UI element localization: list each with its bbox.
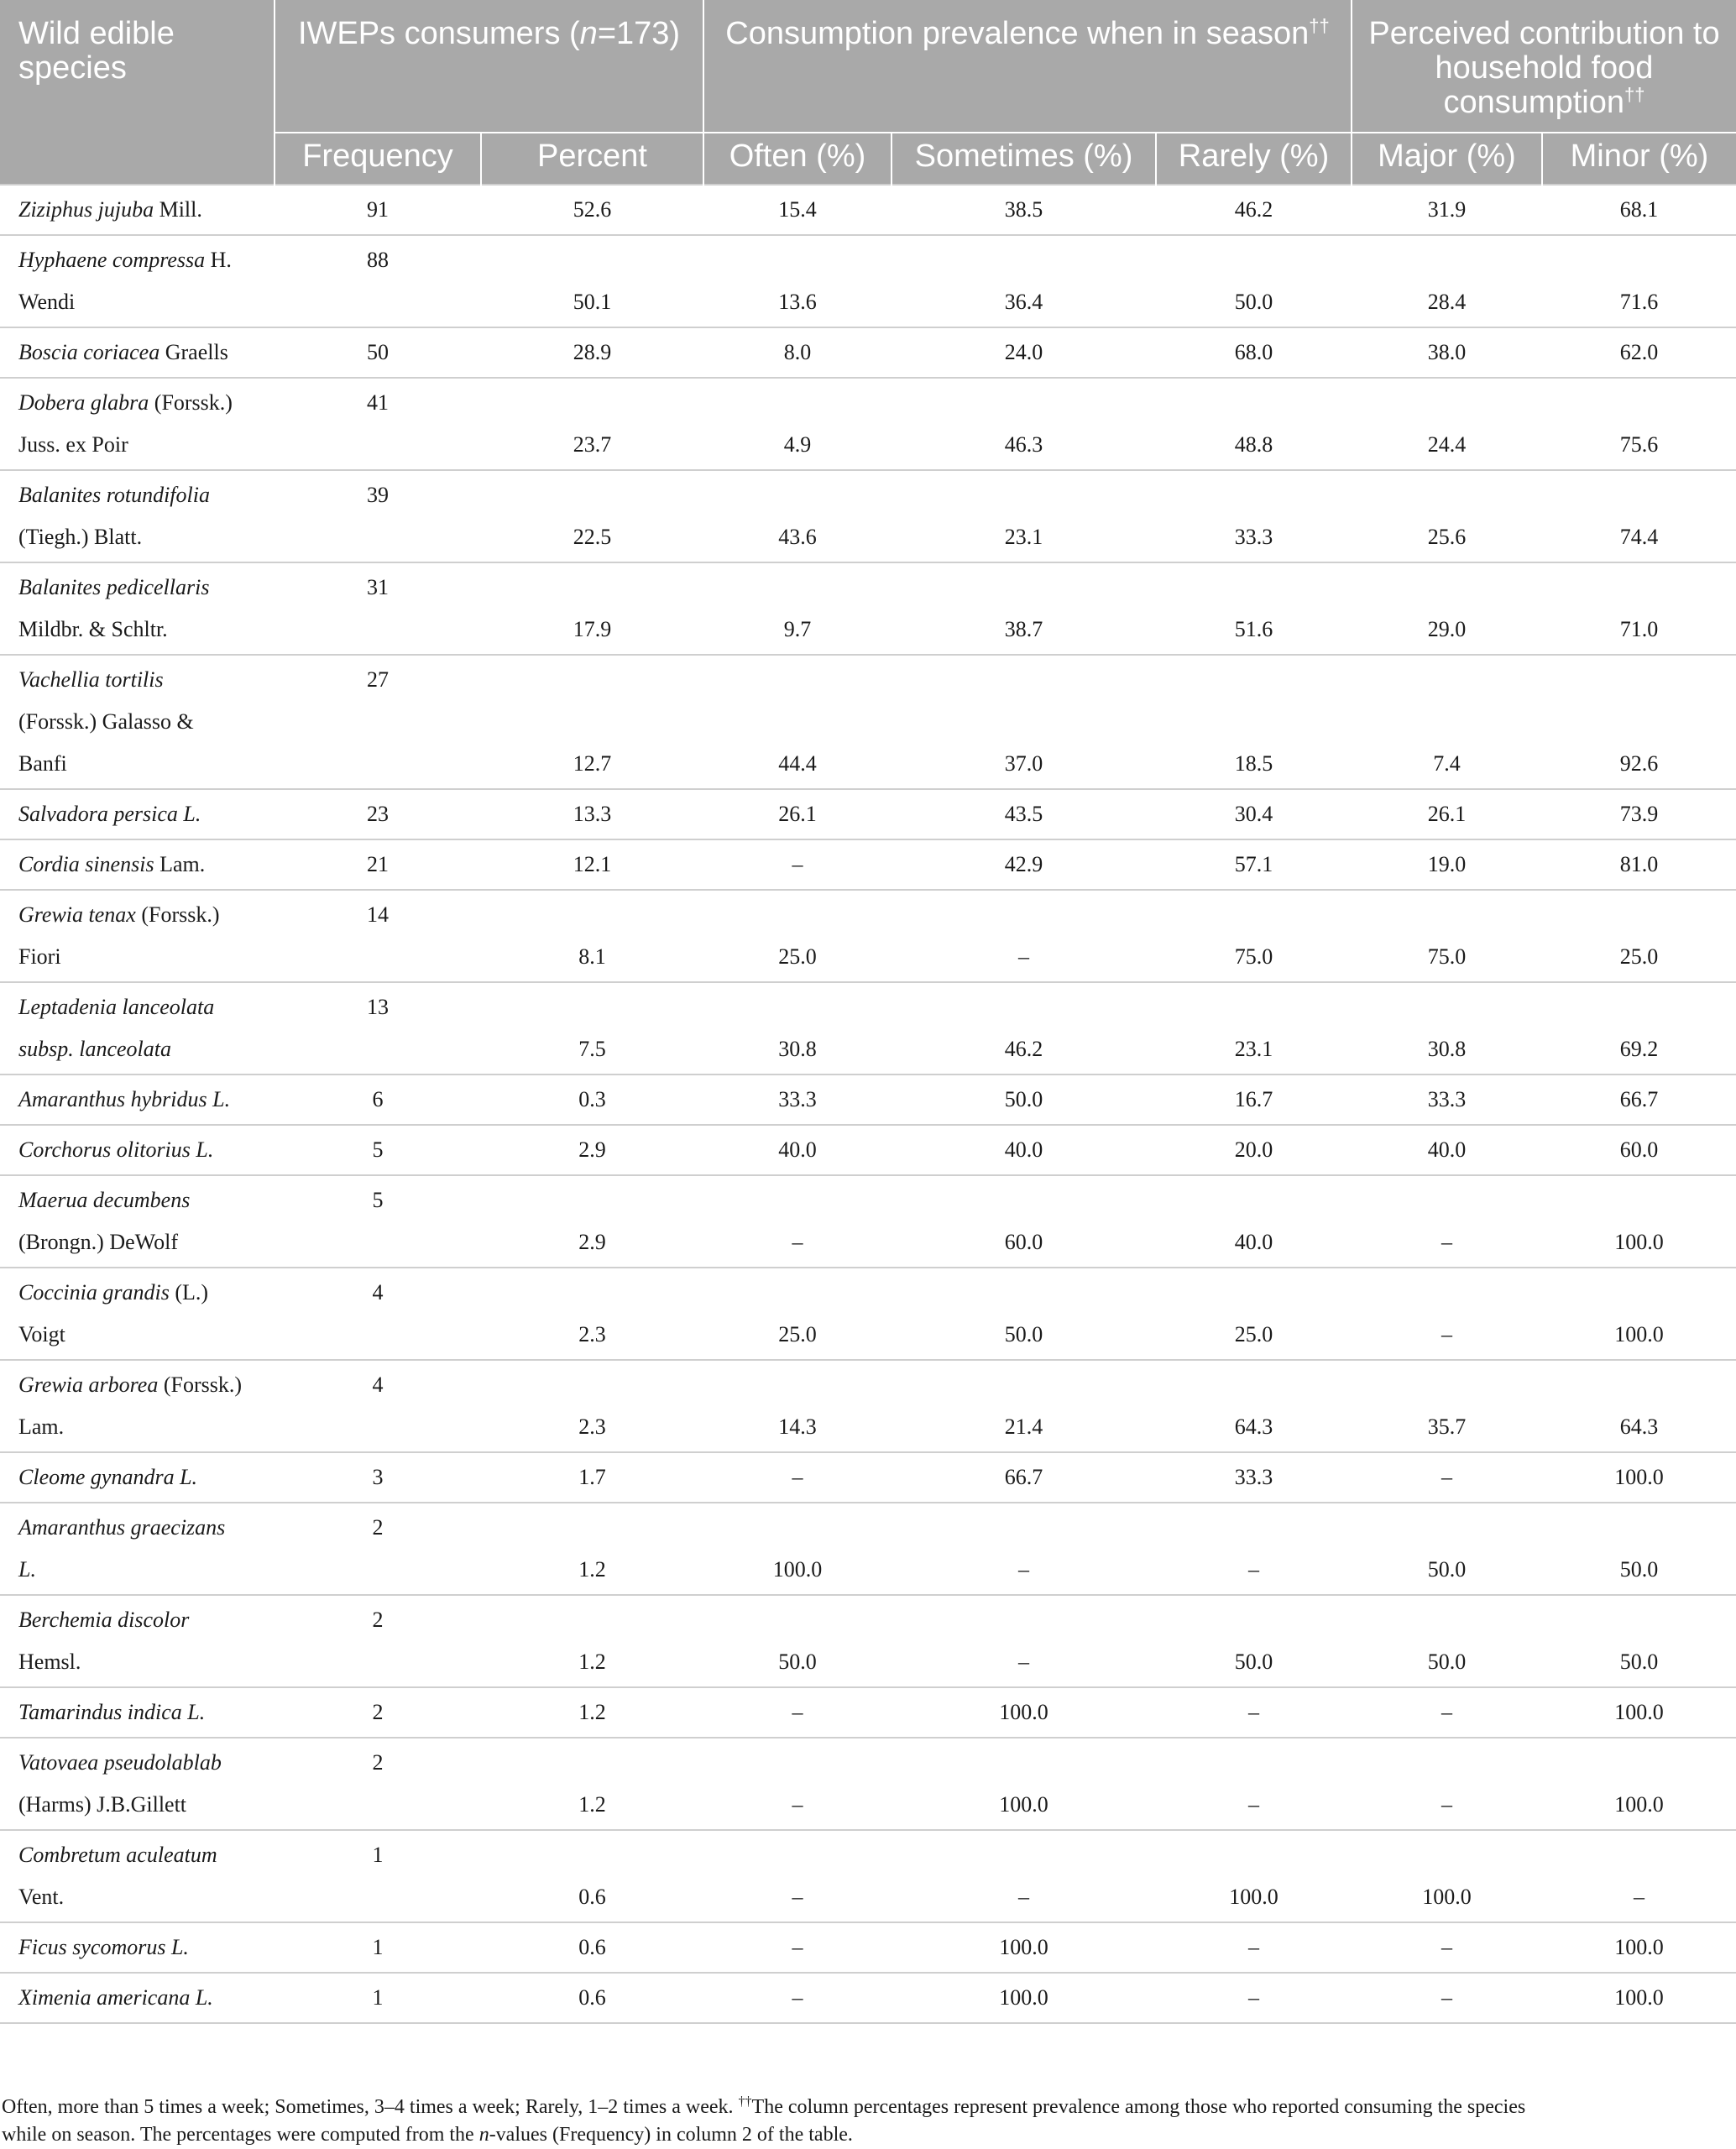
cell-percent: 12.1 — [481, 839, 703, 890]
cell-major: 75.0 — [1352, 890, 1542, 982]
cell-species: Boscia coriacea Graells — [0, 327, 275, 378]
cell-percent: 13.3 — [481, 789, 703, 839]
cell-frequency: 50 — [275, 327, 481, 378]
cell-rarely: 33.3 — [1156, 1452, 1352, 1503]
cell-frequency: 41 — [275, 378, 481, 470]
cell-major: 40.0 — [1352, 1125, 1542, 1175]
cell-sometimes: 100.0 — [892, 1738, 1156, 1830]
cell-often: – — [703, 1687, 892, 1738]
cell-major: 30.8 — [1352, 982, 1542, 1074]
cell-minor: 100.0 — [1542, 1738, 1736, 1830]
cell-rarely: 46.2 — [1156, 185, 1352, 235]
cell-rarely: – — [1156, 1973, 1352, 2023]
footnote-line-2: while on season. The percentages were computed from the n-values (Frequency) in column 2 of the table. — [2, 2124, 853, 2146]
cell-minor: 100.0 — [1542, 1452, 1736, 1503]
cell-rarely: 75.0 — [1156, 890, 1352, 982]
table-row — [0, 470, 1736, 562]
cell-rarely: 25.0 — [1156, 1268, 1352, 1360]
cell-percent: 1.2 — [481, 1595, 703, 1687]
cell-species: Coccinia grandis (L.) Voigt — [0, 1268, 275, 1360]
cell-frequency: 1 — [275, 1830, 481, 1922]
footnote-line-1: Often, more than 5 times a week; Sometimes, 3–4 times a week; Rarely, 1–2 times a week. ††The column percentages represent prevalence among those who reported consuming the species — [2, 2094, 1526, 2118]
cell-minor: 75.6 — [1542, 378, 1736, 470]
cell-sometimes: – — [892, 1503, 1156, 1595]
cell-species: Balanites pedicellaris Mildbr. & Schltr. — [0, 562, 275, 655]
cell-major: 7.4 — [1352, 655, 1542, 789]
header-row-groups — [0, 0, 1736, 133]
cell-frequency: 5 — [275, 1125, 481, 1175]
cell-sometimes: 50.0 — [892, 1074, 1156, 1125]
table-row — [0, 1595, 1736, 1687]
cell-species: Hyphaene compressa H. Wendi — [0, 235, 275, 327]
cell-major: 24.4 — [1352, 378, 1542, 470]
cell-sometimes: – — [892, 1830, 1156, 1922]
header-consumption-prevalence: Consumption prevalence when in season†† — [703, 0, 1352, 133]
cell-frequency: 1 — [275, 1973, 481, 2023]
cell-species: Combretum aculeatum Vent. — [0, 1830, 275, 1922]
cell-rarely: 23.1 — [1156, 982, 1352, 1074]
cell-frequency: 39 — [275, 470, 481, 562]
cell-often: 4.9 — [703, 378, 892, 470]
cell-major: 38.0 — [1352, 327, 1542, 378]
cell-minor: 50.0 — [1542, 1595, 1736, 1687]
cell-rarely: 30.4 — [1156, 789, 1352, 839]
cell-major: 35.7 — [1352, 1360, 1542, 1452]
cell-frequency: 2 — [275, 1687, 481, 1738]
cell-rarely: 48.8 — [1156, 378, 1352, 470]
cell-minor: 64.3 — [1542, 1360, 1736, 1452]
cell-often: – — [703, 1175, 892, 1268]
cell-minor: 74.4 — [1542, 470, 1736, 562]
cell-rarely: 64.3 — [1156, 1360, 1352, 1452]
cell-sometimes: 42.9 — [892, 839, 1156, 890]
cell-sometimes: 60.0 — [892, 1175, 1156, 1268]
cell-species: Tamarindus indica L. — [0, 1687, 275, 1738]
cell-rarely: 16.7 — [1156, 1074, 1352, 1125]
cell-frequency: 13 — [275, 982, 481, 1074]
cell-sometimes: 46.3 — [892, 378, 1156, 470]
cell-major: 100.0 — [1352, 1830, 1542, 1922]
cell-percent: 1.2 — [481, 1738, 703, 1830]
header-iweps-consumers: IWEPs consumers (n=173) — [275, 0, 703, 133]
cell-often: 44.4 — [703, 655, 892, 789]
cell-species: Ficus sycomorus L. — [0, 1922, 275, 1973]
table-row — [0, 839, 1736, 890]
cell-sometimes: – — [892, 1595, 1156, 1687]
cell-often: 8.0 — [703, 327, 892, 378]
cell-percent: 52.6 — [481, 185, 703, 235]
cell-rarely: 50.0 — [1156, 235, 1352, 327]
cell-sometimes: 100.0 — [892, 1973, 1156, 2023]
header-minor: Minor (%) — [1542, 133, 1736, 185]
cell-sometimes: 100.0 — [892, 1922, 1156, 1973]
cell-minor: 50.0 — [1542, 1503, 1736, 1595]
cell-often: – — [703, 1973, 892, 2023]
cell-sometimes: – — [892, 890, 1156, 982]
cell-often: 15.4 — [703, 185, 892, 235]
cell-species: Amaranthus hybridus L. — [0, 1074, 275, 1125]
cell-major: – — [1352, 1922, 1542, 1973]
cell-minor: 73.9 — [1542, 789, 1736, 839]
cell-often: 43.6 — [703, 470, 892, 562]
cell-often: 25.0 — [703, 1268, 892, 1360]
header-species: Wild edible species — [0, 0, 275, 185]
cell-minor: 66.7 — [1542, 1074, 1736, 1125]
cell-percent: 22.5 — [481, 470, 703, 562]
cell-species: Corchorus olitorius L. — [0, 1125, 275, 1175]
cell-species: Dobera glabra (Forssk.) Juss. ex Poir — [0, 378, 275, 470]
cell-sometimes: 36.4 — [892, 235, 1156, 327]
cell-percent: 28.9 — [481, 327, 703, 378]
cell-species: Grewia tenax (Forssk.) Fiori — [0, 890, 275, 982]
cell-sometimes: 46.2 — [892, 982, 1156, 1074]
table-row — [0, 1268, 1736, 1360]
cell-species: Ximenia americana L. — [0, 1973, 275, 2023]
cell-rarely: – — [1156, 1503, 1352, 1595]
cell-often: 13.6 — [703, 235, 892, 327]
cell-frequency: 1 — [275, 1922, 481, 1973]
cell-percent: 1.7 — [481, 1452, 703, 1503]
table-row — [0, 327, 1736, 378]
cell-rarely: 40.0 — [1156, 1175, 1352, 1268]
cell-frequency: 23 — [275, 789, 481, 839]
cell-minor: 100.0 — [1542, 1175, 1736, 1268]
cell-percent: 1.2 — [481, 1503, 703, 1595]
cell-frequency: 27 — [275, 655, 481, 789]
cell-percent: 2.3 — [481, 1360, 703, 1452]
cell-major: – — [1352, 1687, 1542, 1738]
cell-species: Cordia sinensis Lam. — [0, 839, 275, 890]
cell-rarely: – — [1156, 1738, 1352, 1830]
cell-rarely: 57.1 — [1156, 839, 1352, 890]
table-row — [0, 982, 1736, 1074]
cell-major: 19.0 — [1352, 839, 1542, 890]
cell-rarely: 18.5 — [1156, 655, 1352, 789]
cell-minor: 69.2 — [1542, 982, 1736, 1074]
cell-rarely: 68.0 — [1156, 327, 1352, 378]
cell-minor: 81.0 — [1542, 839, 1736, 890]
cell-percent: 50.1 — [481, 235, 703, 327]
table-row — [0, 235, 1736, 327]
cell-species: Vatovaea pseudolablab (Harms) J.B.Gillett — [0, 1738, 275, 1830]
cell-minor: 71.6 — [1542, 235, 1736, 327]
cell-minor: 71.0 — [1542, 562, 1736, 655]
cell-species: Ziziphus jujuba Mill. — [0, 185, 275, 235]
cell-sometimes: 50.0 — [892, 1268, 1156, 1360]
cell-major: 50.0 — [1352, 1503, 1542, 1595]
cell-species: Berchemia discolor Hemsl. — [0, 1595, 275, 1687]
cell-frequency: 3 — [275, 1452, 481, 1503]
cell-minor: – — [1542, 1830, 1736, 1922]
cell-frequency: 14 — [275, 890, 481, 982]
cell-sometimes: 40.0 — [892, 1125, 1156, 1175]
cell-minor: 62.0 — [1542, 327, 1736, 378]
cell-rarely: 20.0 — [1156, 1125, 1352, 1175]
cell-major: – — [1352, 1973, 1542, 2023]
header-major: Major (%) — [1352, 133, 1542, 185]
cell-major: 33.3 — [1352, 1074, 1542, 1125]
cell-sometimes: 24.0 — [892, 327, 1156, 378]
cell-species: Salvadora persica L. — [0, 789, 275, 839]
cell-often: – — [703, 1738, 892, 1830]
cell-rarely: 100.0 — [1156, 1830, 1352, 1922]
cell-sometimes: 100.0 — [892, 1687, 1156, 1738]
cell-frequency: 88 — [275, 235, 481, 327]
cell-species: Grewia arborea (Forssk.) Lam. — [0, 1360, 275, 1452]
cell-sometimes: 38.5 — [892, 185, 1156, 235]
cell-major: 25.6 — [1352, 470, 1542, 562]
cell-percent: 17.9 — [481, 562, 703, 655]
cell-often: – — [703, 1922, 892, 1973]
header-perceived-contribution: Perceived contribution to household food consumption†† — [1352, 0, 1736, 133]
header-rarely: Rarely (%) — [1156, 133, 1352, 185]
cell-major: 50.0 — [1352, 1595, 1542, 1687]
table-row — [0, 1830, 1736, 1922]
table-body — [0, 185, 1736, 2023]
cell-sometimes: 38.7 — [892, 562, 1156, 655]
cell-rarely: 51.6 — [1156, 562, 1352, 655]
table-row — [0, 1360, 1736, 1452]
cell-percent: 2.3 — [481, 1268, 703, 1360]
table-row — [0, 1687, 1736, 1738]
cell-often: 26.1 — [703, 789, 892, 839]
cell-sometimes: 66.7 — [892, 1452, 1156, 1503]
cell-frequency: 5 — [275, 1175, 481, 1268]
cell-species: Maerua decumbens (Brongn.) DeWolf — [0, 1175, 275, 1268]
cell-sometimes: 23.1 — [892, 470, 1156, 562]
cell-percent: 0.6 — [481, 1830, 703, 1922]
cell-often: 50.0 — [703, 1595, 892, 1687]
cell-minor: 25.0 — [1542, 890, 1736, 982]
cell-frequency: 4 — [275, 1268, 481, 1360]
cell-percent: 7.5 — [481, 982, 703, 1074]
table-row — [0, 890, 1736, 982]
cell-frequency: 21 — [275, 839, 481, 890]
cell-often: – — [703, 1830, 892, 1922]
cell-major: 28.4 — [1352, 235, 1542, 327]
cell-percent: 1.2 — [481, 1687, 703, 1738]
cell-sometimes: 21.4 — [892, 1360, 1156, 1452]
cell-species: Balanites rotundifolia (Tiegh.) Blatt. — [0, 470, 275, 562]
cell-often: 30.8 — [703, 982, 892, 1074]
cell-species: Cleome gynandra L. — [0, 1452, 275, 1503]
cell-rarely: – — [1156, 1922, 1352, 1973]
table-row — [0, 562, 1736, 655]
cell-percent: 12.7 — [481, 655, 703, 789]
header-often: Often (%) — [703, 133, 892, 185]
table-row — [0, 1503, 1736, 1595]
table-row — [0, 1125, 1736, 1175]
cell-major: 29.0 — [1352, 562, 1542, 655]
cell-major: 26.1 — [1352, 789, 1542, 839]
cell-frequency: 91 — [275, 185, 481, 235]
header-percent: Percent — [481, 133, 703, 185]
cell-frequency: 4 — [275, 1360, 481, 1452]
cell-species: Leptadenia lanceolata subsp. lanceolata — [0, 982, 275, 1074]
cell-percent: 2.9 — [481, 1175, 703, 1268]
cell-frequency: 2 — [275, 1738, 481, 1830]
table-row — [0, 789, 1736, 839]
table-row — [0, 185, 1736, 235]
cell-sometimes: 37.0 — [892, 655, 1156, 789]
cell-minor: 60.0 — [1542, 1125, 1736, 1175]
cell-minor: 100.0 — [1542, 1973, 1736, 2023]
cell-major: – — [1352, 1175, 1542, 1268]
cell-major: – — [1352, 1452, 1542, 1503]
cell-often: – — [703, 839, 892, 890]
cell-percent: 23.7 — [481, 378, 703, 470]
cell-percent: 2.9 — [481, 1125, 703, 1175]
cell-percent: 8.1 — [481, 890, 703, 982]
cell-frequency: 2 — [275, 1503, 481, 1595]
cell-species: Amaranthus graecizans L. — [0, 1503, 275, 1595]
cell-often: 9.7 — [703, 562, 892, 655]
cell-often: 40.0 — [703, 1125, 892, 1175]
cell-frequency: 6 — [275, 1074, 481, 1125]
cell-minor: 92.6 — [1542, 655, 1736, 789]
table-row — [0, 1452, 1736, 1503]
cell-frequency: 2 — [275, 1595, 481, 1687]
table-row — [0, 1738, 1736, 1830]
table-footnote — [0, 2094, 1723, 2149]
cell-major: 31.9 — [1352, 185, 1542, 235]
cell-percent: 0.3 — [481, 1074, 703, 1125]
cell-often: 25.0 — [703, 890, 892, 982]
cell-major: – — [1352, 1738, 1542, 1830]
cell-species: Vachellia tortilis (Forssk.) Galasso & Banfi — [0, 655, 275, 789]
header-frequency: Frequency — [275, 133, 481, 185]
table-row — [0, 1074, 1736, 1125]
cell-minor: 100.0 — [1542, 1687, 1736, 1738]
cell-rarely: 50.0 — [1156, 1595, 1352, 1687]
cell-percent: 0.6 — [481, 1922, 703, 1973]
table-row — [0, 1973, 1736, 2023]
cell-rarely: – — [1156, 1687, 1352, 1738]
table-row — [0, 1175, 1736, 1268]
cell-often: 100.0 — [703, 1503, 892, 1595]
cell-often: – — [703, 1452, 892, 1503]
table-row — [0, 1922, 1736, 1973]
cell-minor: 100.0 — [1542, 1922, 1736, 1973]
cell-often: 33.3 — [703, 1074, 892, 1125]
table-row — [0, 378, 1736, 470]
cell-percent: 0.6 — [481, 1973, 703, 2023]
cell-major: – — [1352, 1268, 1542, 1360]
cell-minor: 68.1 — [1542, 185, 1736, 235]
cell-minor: 100.0 — [1542, 1268, 1736, 1360]
cell-often: 14.3 — [703, 1360, 892, 1452]
header-sometimes: Sometimes (%) — [892, 133, 1156, 185]
cell-frequency: 31 — [275, 562, 481, 655]
table-row — [0, 655, 1736, 789]
cell-rarely: 33.3 — [1156, 470, 1352, 562]
cell-sometimes: 43.5 — [892, 789, 1156, 839]
